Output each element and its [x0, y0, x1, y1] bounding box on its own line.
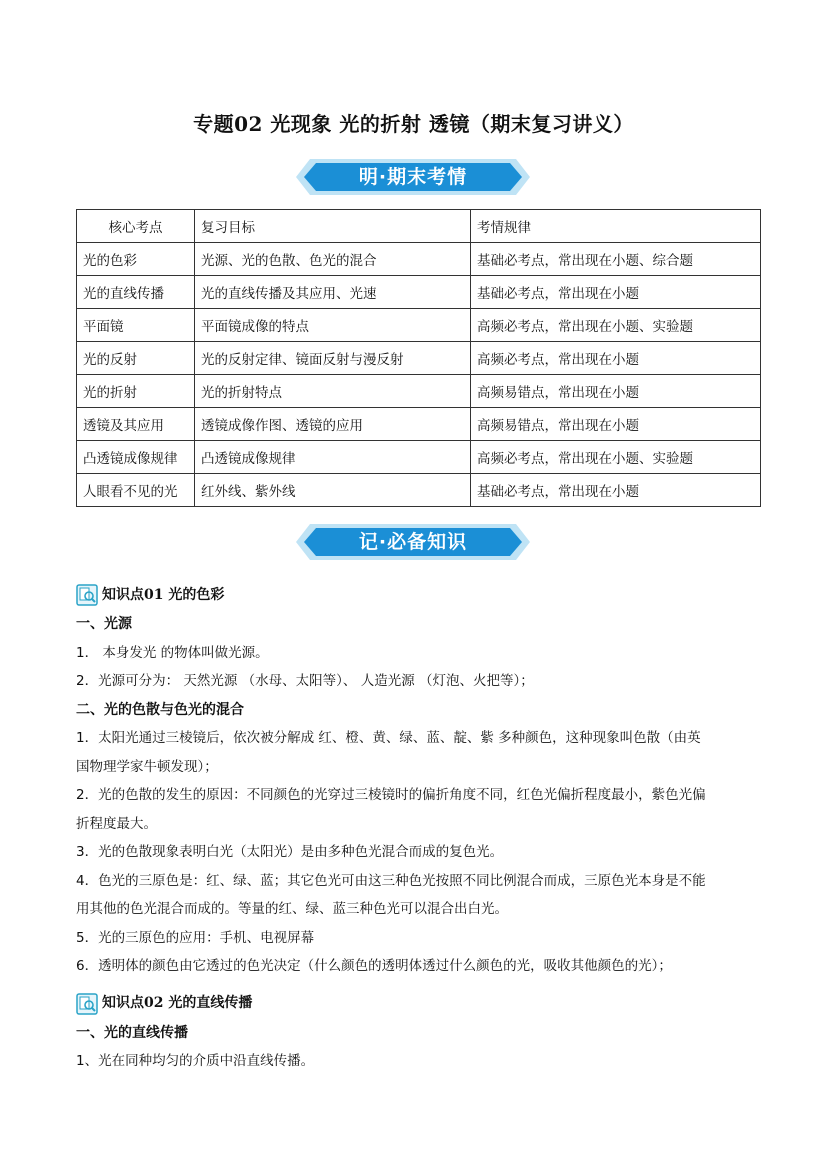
header-cell: 考情规律 [471, 210, 761, 243]
banner-title: 记·必备知识 [358, 531, 468, 553]
table-cell: 光的反射定律、镜面反射与漫反射 [195, 342, 471, 375]
header-cell: 核心考点 [77, 210, 195, 243]
section-heading: 一、光的直线传播 [76, 1024, 188, 1041]
table-cell: 人眼看不见的光 [77, 474, 195, 507]
table-row [77, 408, 761, 441]
paragraph: 折程度最大。 [76, 815, 157, 832]
paragraph: 4．色光的三原色是：红、绿、蓝；其它色光可由这三种色光按照不同比例混合而成，三原色光本身是不能 [76, 872, 706, 889]
table-cell: 光的直线传播 [77, 276, 195, 309]
table-cell: 红外线、紫外线 [195, 474, 471, 507]
header-cell: 复习目标 [195, 210, 471, 243]
table-cell: 透镜成像作图、透镜的应用 [195, 408, 471, 441]
table-cell: 光的反射 [77, 342, 195, 375]
table-header-row [77, 210, 761, 243]
table-cell: 光的直线传播及其应用、光速 [195, 276, 471, 309]
review-table [76, 209, 761, 507]
table-cell: 光源、光的色散、色光的混合 [195, 243, 471, 276]
magnifier-book-icon [76, 584, 98, 606]
table-row [77, 441, 761, 474]
paragraph: 3．光的色散现象表明白光（太阳光）是由多种色光混合而成的复色光。 [76, 844, 504, 860]
table-row [77, 276, 761, 309]
paragraph: 1．太阳光通过三棱镜后，依次被分解成 红、橙、黄、绿、蓝、靛、紫 多种颜色，这种现象叫色散（由英 [76, 730, 701, 746]
table-cell: 基础必考点，常出现在小题 [471, 276, 761, 309]
table-cell: 凸透镜成像规律 [77, 441, 195, 474]
table-row [77, 342, 761, 375]
table-cell: 光的色彩 [77, 243, 195, 276]
page-title: 专题02 光现象 光的折射 透镜（期末复习讲义） [193, 112, 634, 136]
knowledge-point-heading [76, 580, 766, 610]
banner-title: 明·期末考情 [358, 166, 468, 188]
paragraph: 5．光的三原色的应用：手机、电视屏幕 [76, 929, 315, 946]
table-row [77, 243, 761, 276]
table-cell: 平面镜 [77, 309, 195, 342]
table-cell: 高频必考点，常出现在小题、实验题 [471, 309, 761, 342]
table-cell: 透镜及其应用 [77, 408, 195, 441]
table-cell: 凸透镜成像规律 [195, 441, 471, 474]
paragraph: 国物理学家牛顿发现）； [76, 758, 218, 775]
section-heading: 二、光的色散与色光的混合 [76, 701, 244, 718]
section-banner-exam [296, 155, 530, 199]
table-cell: 光的折射 [77, 375, 195, 408]
table-cell: 高频易错点，常出现在小题 [471, 375, 761, 408]
paragraph: 1． 本身发光 的物体叫做光源。 [76, 644, 269, 661]
section-banner-knowledge [296, 520, 530, 564]
knowledge-point-title: 知识点02 光的直线传播 [102, 995, 253, 1012]
paragraph: 2．光的色散的发生的原因：不同颜色的光穿过三棱镜时的偏折角度不同，红色光偏折程度最小，紫色光偏 [76, 787, 706, 803]
table-cell: 基础必考点，常出现在小题、综合题 [471, 243, 761, 276]
table-cell: 高频必考点，常出现在小题、实验题 [471, 441, 761, 474]
paragraph: 2．光源可分为： 天然光源 （水母、太阳等）、 人造光源 （灯泡、火把等）； [76, 673, 534, 689]
paragraph: 用其他的色光混合而成的。等量的红、绿、蓝三种色光可以混合出白光。 [76, 901, 508, 917]
table-row [77, 474, 761, 507]
paragraph: 1、光在同种均匀的介质中沿直线传播。 [76, 1053, 315, 1069]
magnifier-book-icon [76, 993, 98, 1015]
knowledge-point-heading [76, 989, 766, 1019]
paragraph: 6．透明体的颜色由它透过的色光决定（什么颜色的透明体透过什么颜色的光，吸收其他颜色的光）； [76, 958, 672, 974]
table-row [77, 309, 761, 342]
table-cell: 光的折射特点 [195, 375, 471, 408]
knowledge-content [76, 580, 766, 1076]
table-cell: 基础必考点，常出现在小题 [471, 474, 761, 507]
table-row [77, 375, 761, 408]
section-heading: 一、光源 [76, 616, 132, 632]
table-cell: 高频必考点，常出现在小题 [471, 342, 761, 375]
knowledge-point-title: 知识点01 光的色彩 [102, 586, 225, 603]
table-cell: 高频易错点，常出现在小题 [471, 408, 761, 441]
table-cell: 平面镜成像的特点 [195, 309, 471, 342]
